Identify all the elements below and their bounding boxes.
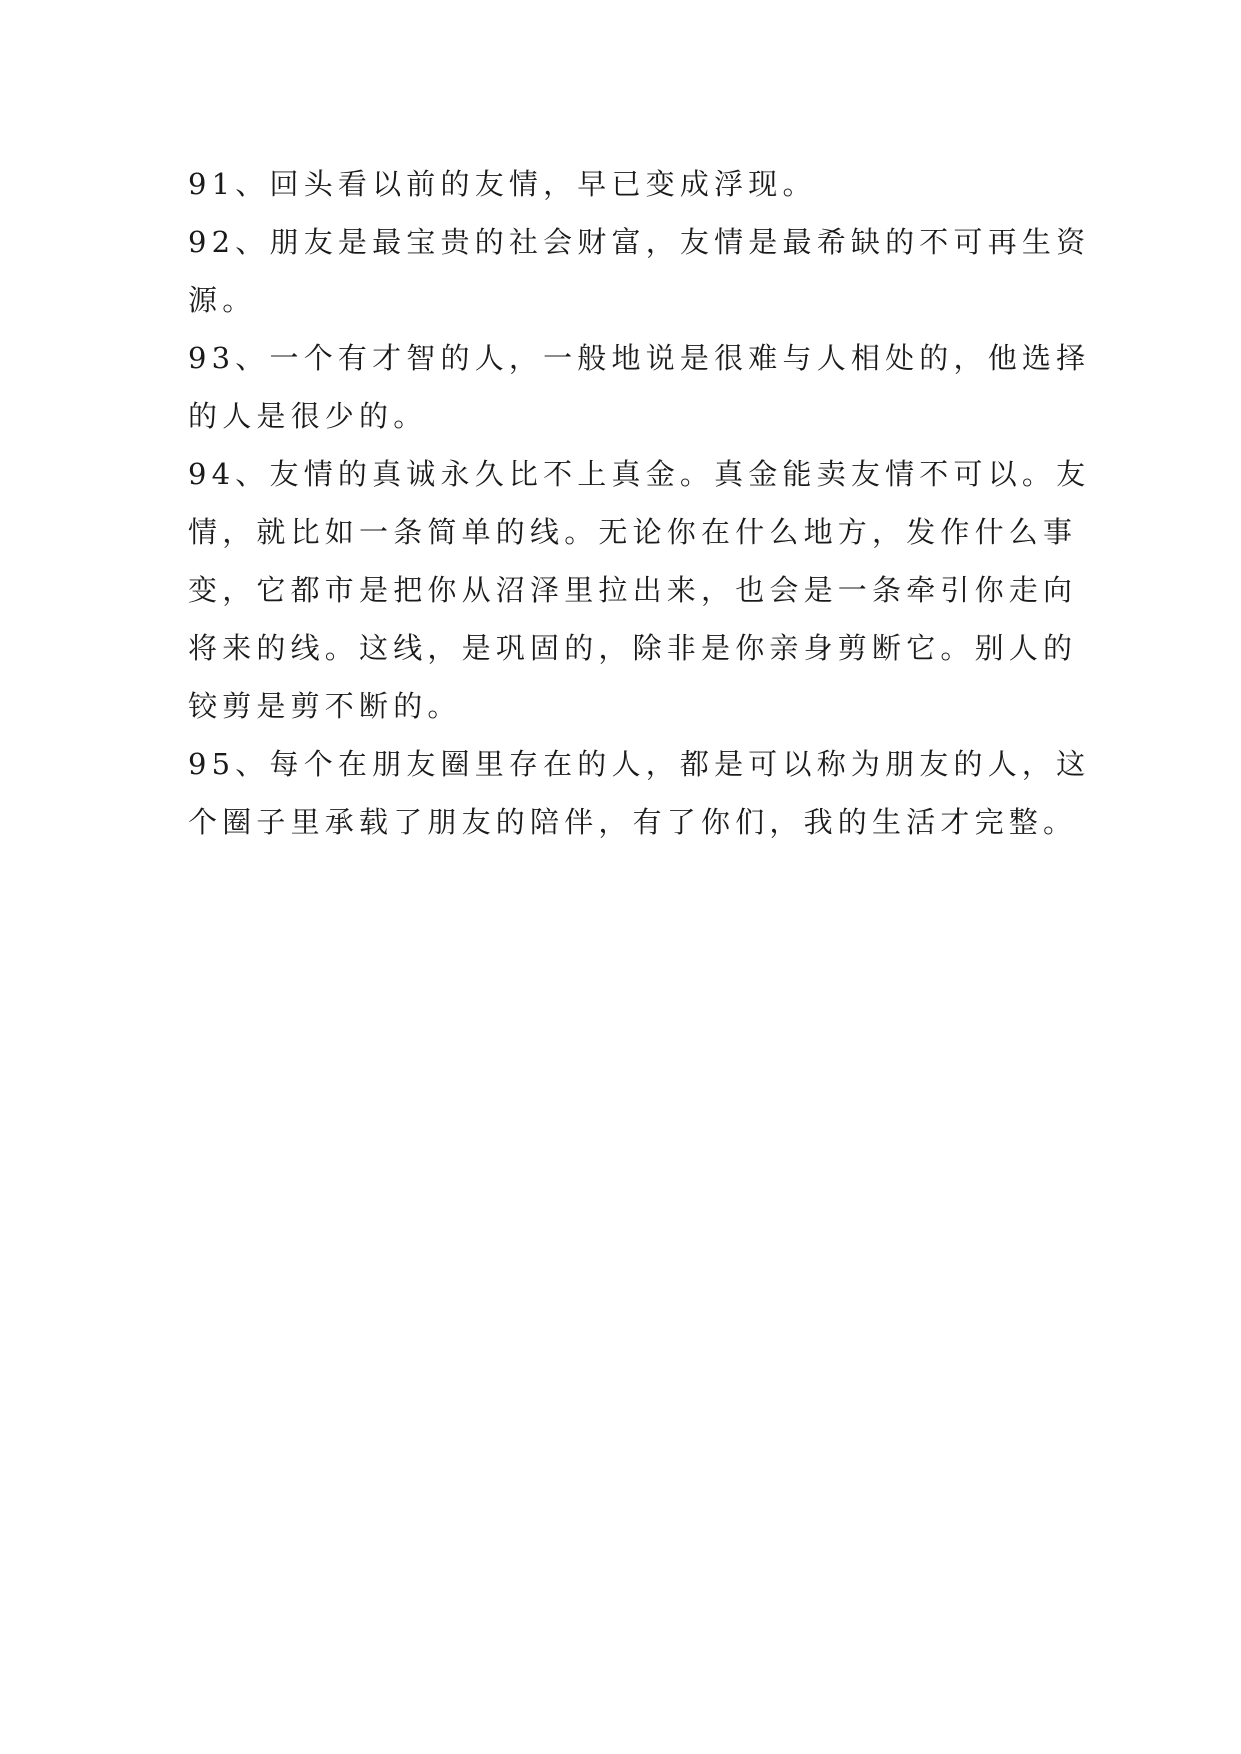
text-line: 个圈子里承载了朋友的陪伴，有了你们，我的生活才完整。 bbox=[188, 805, 1078, 839]
text-line: 的人是很少的。 bbox=[188, 399, 428, 433]
text-line: 94、友情的真诚永久比不上真金。真金能卖友情不可以。友 bbox=[188, 457, 1091, 491]
text-line: 91、回头看以前的友情，早已变成浮现。 bbox=[188, 167, 817, 201]
text-line: 93、一个有才智的人，一般地说是很难与人相处的，他选择 bbox=[188, 341, 1091, 375]
text-line: 变，它都市是把你从沼泽里拉出来，也会是一条牵引你走向 bbox=[188, 573, 1078, 607]
text-line: 95、每个在朋友圈里存在的人，都是可以称为朋友的人，这 bbox=[188, 747, 1091, 781]
text-line: 情，就比如一条简单的线。无论你在什么地方，发作什么事 bbox=[188, 515, 1078, 549]
document-body bbox=[188, 155, 1091, 851]
text-line: 源。 bbox=[188, 283, 257, 317]
text-line: 铰剪是剪不断的。 bbox=[188, 689, 462, 723]
text-line: 92、朋友是最宝贵的社会财富，友情是最希缺的不可再生资 bbox=[188, 225, 1091, 259]
text-line: 将来的线。这线，是巩固的，除非是你亲身剪断它。别人的 bbox=[188, 631, 1078, 665]
